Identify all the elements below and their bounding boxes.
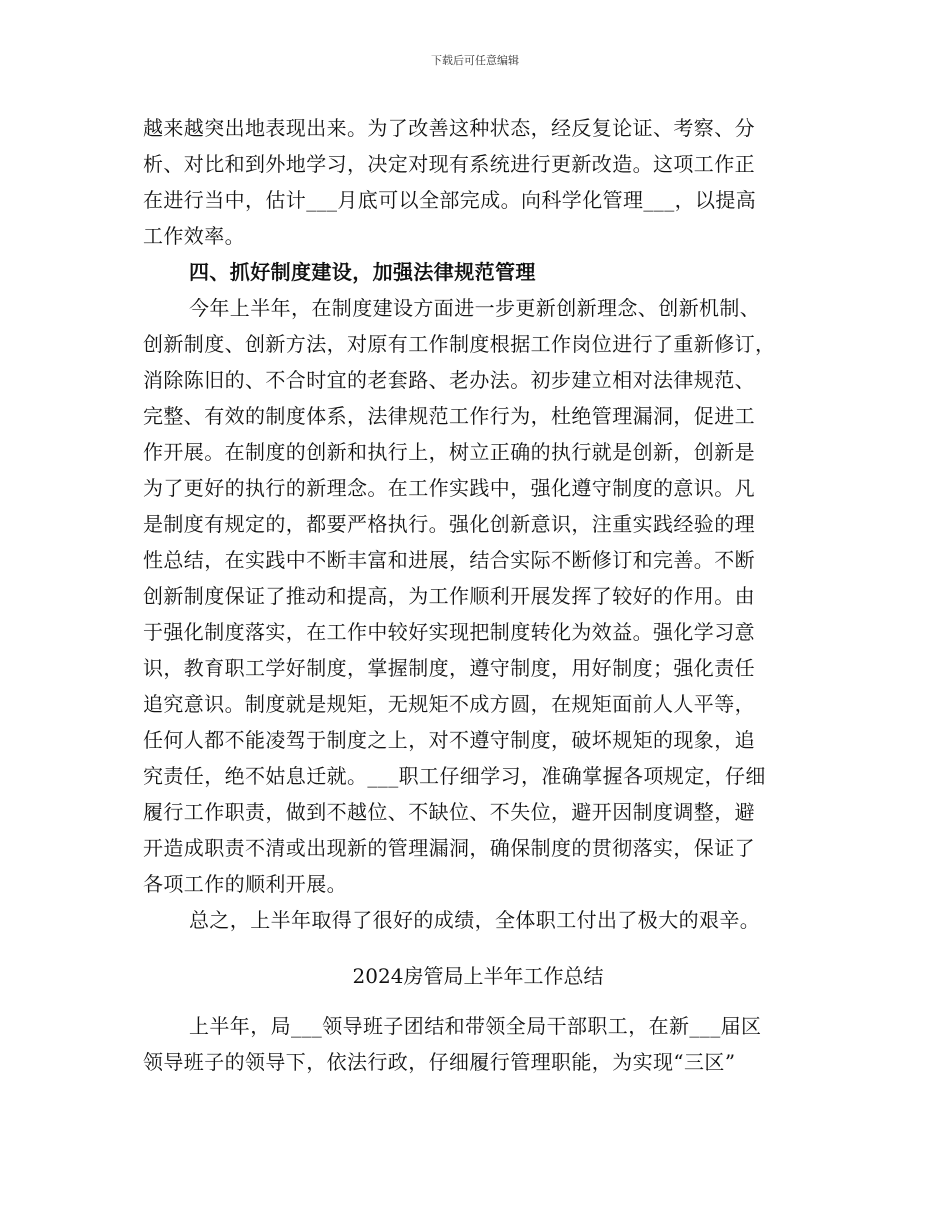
text-line: 于强化制度落实，在工作中较好实现把制度转化为效益。强化学习意 (143, 620, 755, 644)
paragraph-conclusion: 总之，上半年取得了很好的成绩，全体职工付出了极大的艰辛。 (189, 908, 761, 932)
text-line: 越来越突出地表现出来。为了改善这种状态，经反复论证、考察、分 (143, 116, 755, 140)
paragraph (143, 290, 813, 902)
text-line: 完整、有效的制度体系，法律规范工作行为，杜绝管理漏洞，促进工 (143, 404, 755, 428)
text-line: 追究意识。制度就是规矩，无规矩不成方圆，在规矩面前人人平等， (143, 692, 755, 716)
text-line: 是制度有规定的，都要严格执行。强化创新意识，注重实践经验的理 (143, 512, 755, 536)
text-line: 为了更好的执行的新理念。在工作实践中，强化遵守制度的意识。凡 (143, 476, 755, 500)
text-line: 今年上半年，在制度建设方面进一步更新创新理念、创新机制、 (189, 296, 761, 320)
text-line: 性总结，在实践中不断丰富和进展，结合实际不断修订和完善。不断 (143, 548, 755, 572)
text-line: 创新制度保证了推动和提高，为工作顺利开展发挥了较好的作用。由 (143, 584, 755, 608)
text-line: 作开展。在制度的创新和执行上，树立正确的执行就是创新，创新是 (143, 440, 755, 464)
paragraph (143, 1008, 813, 1080)
page-header: 下载后可任意编辑 (431, 54, 519, 67)
text-line: 上半年，局___领导班子团结和带领全局干部职工，在新___届区 (189, 1014, 762, 1038)
paragraph (143, 110, 813, 254)
text-line: 履行工作职责，做到不越位、不缺位、不失位，避开因制度调整，避 (143, 800, 755, 824)
text-line: 任何人都不能凌驾于制度之上，对不遵守制度，破坏规矩的现象，追 (143, 728, 755, 752)
text-line: 消除陈旧的、不合时宜的老套路、老办法。初步建立相对法律规范、 (143, 368, 755, 392)
text-line: 创新制度、创新方法，对原有工作制度根据工作岗位进行了重新修订， (143, 332, 776, 356)
text-line: 识，教育职工学好制度，掌握制度，遵守制度，用好制度；强化责任 (143, 656, 755, 680)
text-line: 在进行当中，估计___月底可以全部完成。向科学化管理___，以提高 (143, 188, 757, 212)
text-line: 析、对比和到外地学习，决定对现有系统进行更新改造。这项工作正 (143, 152, 755, 176)
section-heading: 四、抓好制度建设，加强法律规范管理 (189, 260, 536, 284)
text-line: 开造成职责不清或出现新的管理漏洞，确保制度的贯彻落实，保证了 (143, 836, 755, 860)
document-body (143, 110, 813, 1080)
text-line: 领导班子的领导下，依法行政，仔细履行管理职能，为实现“三区” (143, 1050, 736, 1074)
document-title: 2024房管局上半年工作总结 (352, 964, 604, 988)
text-line: 究责任，绝不姑息迁就。___职工仔细学习，准确掌握各项规定，仔细 (143, 764, 766, 788)
text-line: 各项工作的顺利开展。 (143, 872, 347, 896)
text-line: 工作效率。 (143, 224, 245, 248)
